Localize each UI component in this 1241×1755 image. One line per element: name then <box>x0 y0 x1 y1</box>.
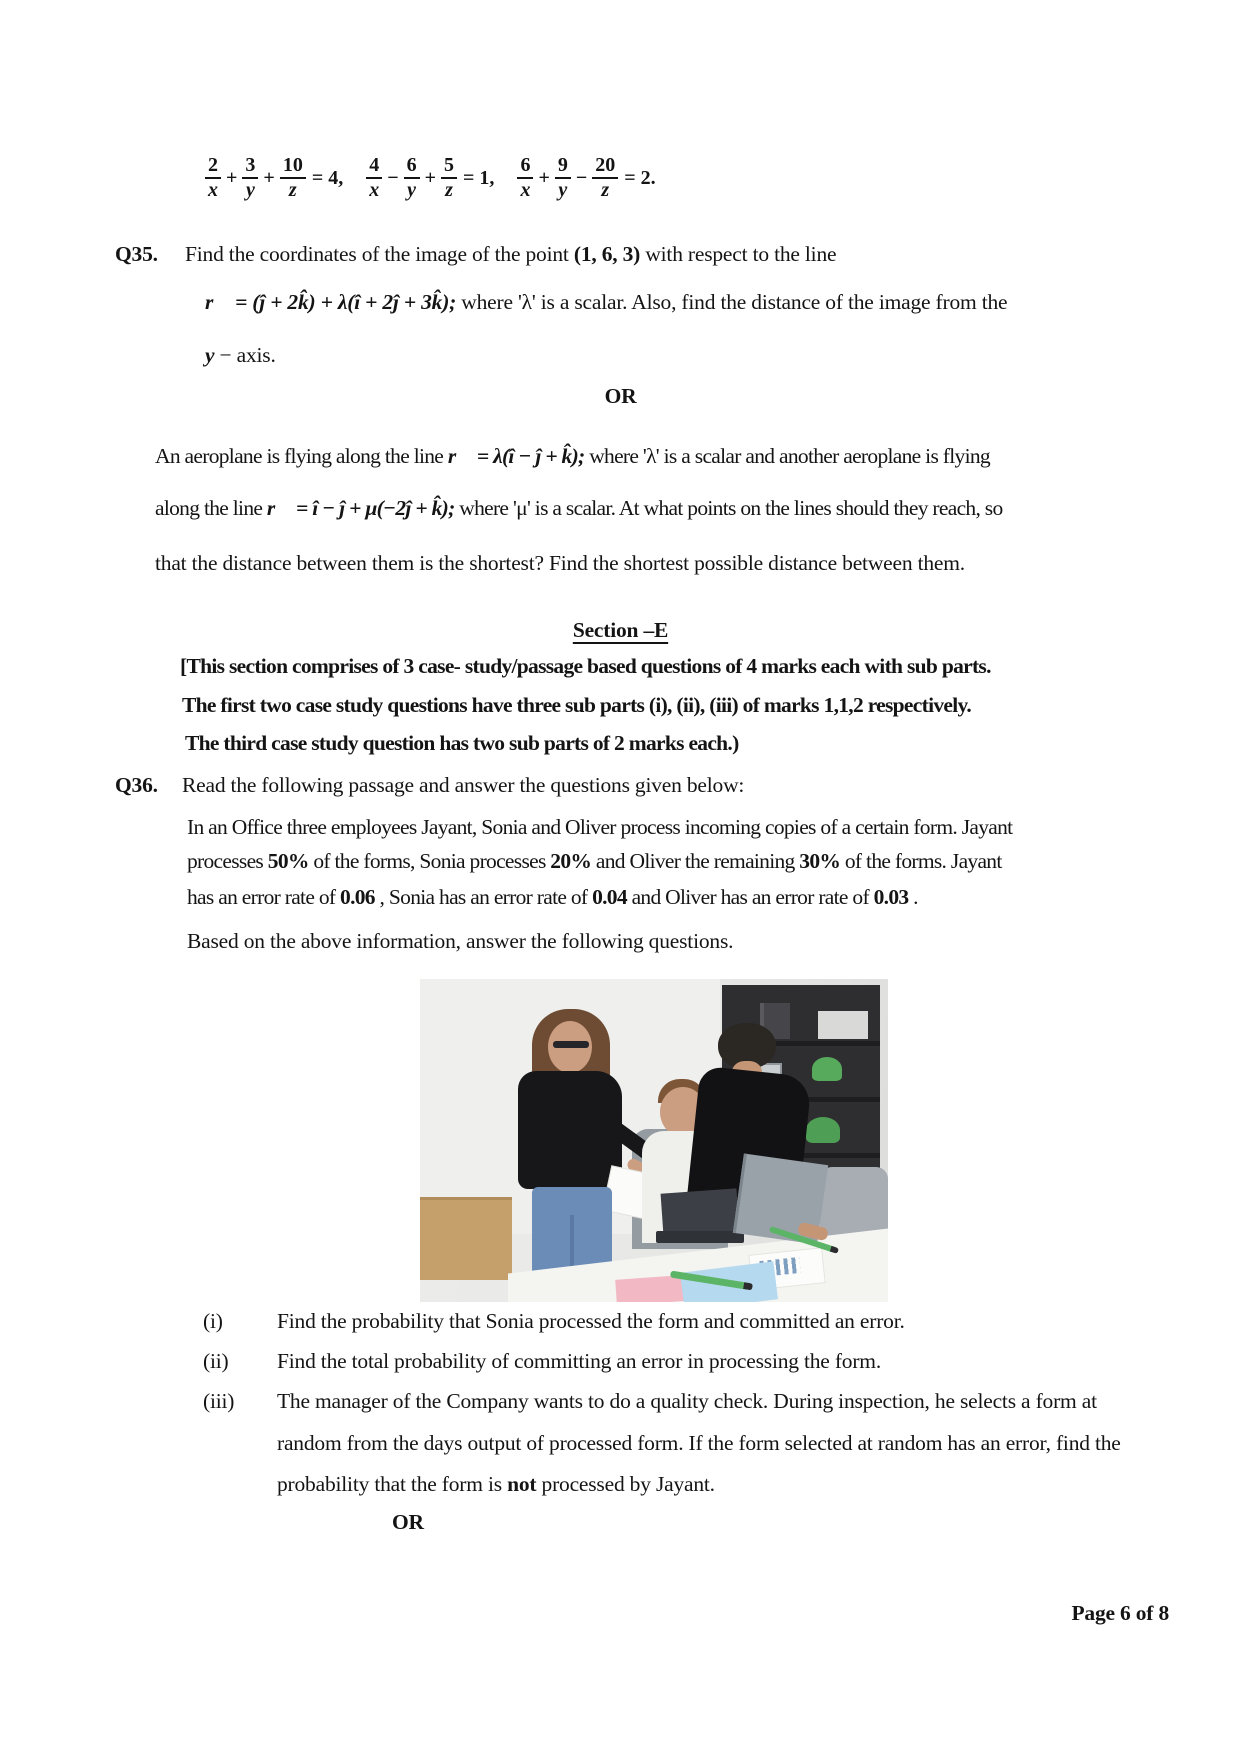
q36-or-divider: OR <box>392 1510 424 1534</box>
q36-intro: Read the following passage and answer the questions given below: <box>182 773 745 797</box>
q36-item-iii-line-3: probability that the form is not processed by Jayant. <box>277 1472 715 1496</box>
photo-woman-glasses <box>553 1041 589 1048</box>
q36-passage-line-2: processes 50% of the forms, Sonia processes 20% and Oliver the remaining 30% of the forms. Jayant <box>187 849 1002 873</box>
section-e-note-3: The third case study question has two sub parts of 2 marks each.) <box>185 731 739 755</box>
q35-alt-line-2: along the line r⃗ = î − ĵ + μ(−2ĵ + k̂); where 'μ' is a scalar. At what points on the lines should they reach, so <box>155 496 1003 520</box>
q35-alt-line-3: that the distance between them is the shortest? Find the shortest possible distance between them. <box>155 551 965 575</box>
section-e-note-2: The first two case study questions have three sub parts (i), (ii), (iii) of marks 1,1,2 respectively. <box>182 693 972 717</box>
photo-laptop-dark-base <box>656 1231 744 1243</box>
section-e-note-1: [This section comprises of 3 case- study/passage based questions of 4 marks each with sub parts. <box>180 654 991 678</box>
q36-item-i-text: Find the probability that Sonia processed the form and committed an error. <box>277 1309 905 1333</box>
fraction: $\frac{9}{y}$ <box>555 155 571 201</box>
q35-alt-line-1: An aeroplane is flying along the line r⃗ = λ(î − ĵ + k̂); where 'λ' is a scalar and another aeroplane is flying <box>155 444 990 468</box>
system-of-equations: $\frac{2}{x}$ + $\frac{3}{y}$ + $\frac{10}{z}$ = 4, $\frac{4}{x}$ − $\frac{6}{y}$ + $\frac{5}{z}$ = 1, $\frac{6}{x}$ + $\frac{9}{y}$ − $\frac{20}{z}$ = 2. <box>205 155 656 201</box>
q36-item-iii-line-1: The manager of the Company wants to do a quality check. During inspection, he selects a form at <box>277 1389 1097 1413</box>
office-team-photo <box>420 979 888 1302</box>
q35-line-2: r⃗ = (ĵ + 2k̂) + λ(î + 2ĵ + 3k̂); where 'λ' is a scalar. Also, find the distance of the image from the <box>205 290 1008 314</box>
photo-plant-2 <box>806 1117 840 1143</box>
page-number: Page 6 of 8 <box>1071 1601 1169 1625</box>
fraction: $\frac{2}{x}$ <box>205 155 221 201</box>
fraction: $\frac{6}{x}$ <box>517 155 533 201</box>
q36-item-i-num: (i) <box>203 1309 223 1333</box>
fraction: $\frac{4}{x}$ <box>366 155 382 201</box>
q36-passage-line-1: In an Office three employees Jayant, Sonia and Oliver process incoming copies of a certain form. Jayant <box>187 815 1013 839</box>
q36-item-iii-line-2: random from the days output of processed form. If the form selected at random has an error, find the <box>277 1431 1121 1455</box>
q36-item-iii-num: (iii) <box>203 1389 235 1413</box>
fraction: $\frac{6}{y}$ <box>404 155 420 201</box>
q36-passage-line-3: has an error rate of 0.06 , Sonia has an error rate of 0.04 and Oliver has an error rate of 0.03 . <box>187 885 918 909</box>
q35-or-divider: OR <box>604 384 637 408</box>
q35-line-3: y − axis. <box>205 343 276 367</box>
photo-plant-1 <box>812 1057 842 1081</box>
q36-item-ii-text: Find the total probability of committing an error in processing the form. <box>277 1349 881 1373</box>
fraction: $\frac{20}{z}$ <box>592 155 618 201</box>
q36-based-on: Based on the above information, answer the following questions. <box>187 929 734 953</box>
photo-wood-cabinet <box>420 1197 512 1280</box>
section-e-heading: Section –E <box>572 618 669 642</box>
photo-white-box-1 <box>818 1011 868 1039</box>
fraction: $\frac{10}{z}$ <box>280 155 306 201</box>
q35-label: Q35. <box>115 242 158 266</box>
q36-label: Q36. <box>115 773 158 797</box>
q35-line-1: Find the coordinates of the image of the point (1, 6, 3) with respect to the line <box>185 242 837 266</box>
fraction: $\frac{3}{y}$ <box>242 155 258 201</box>
q36-item-ii-num: (ii) <box>203 1349 229 1373</box>
fraction: $\frac{5}{z}$ <box>441 155 457 201</box>
